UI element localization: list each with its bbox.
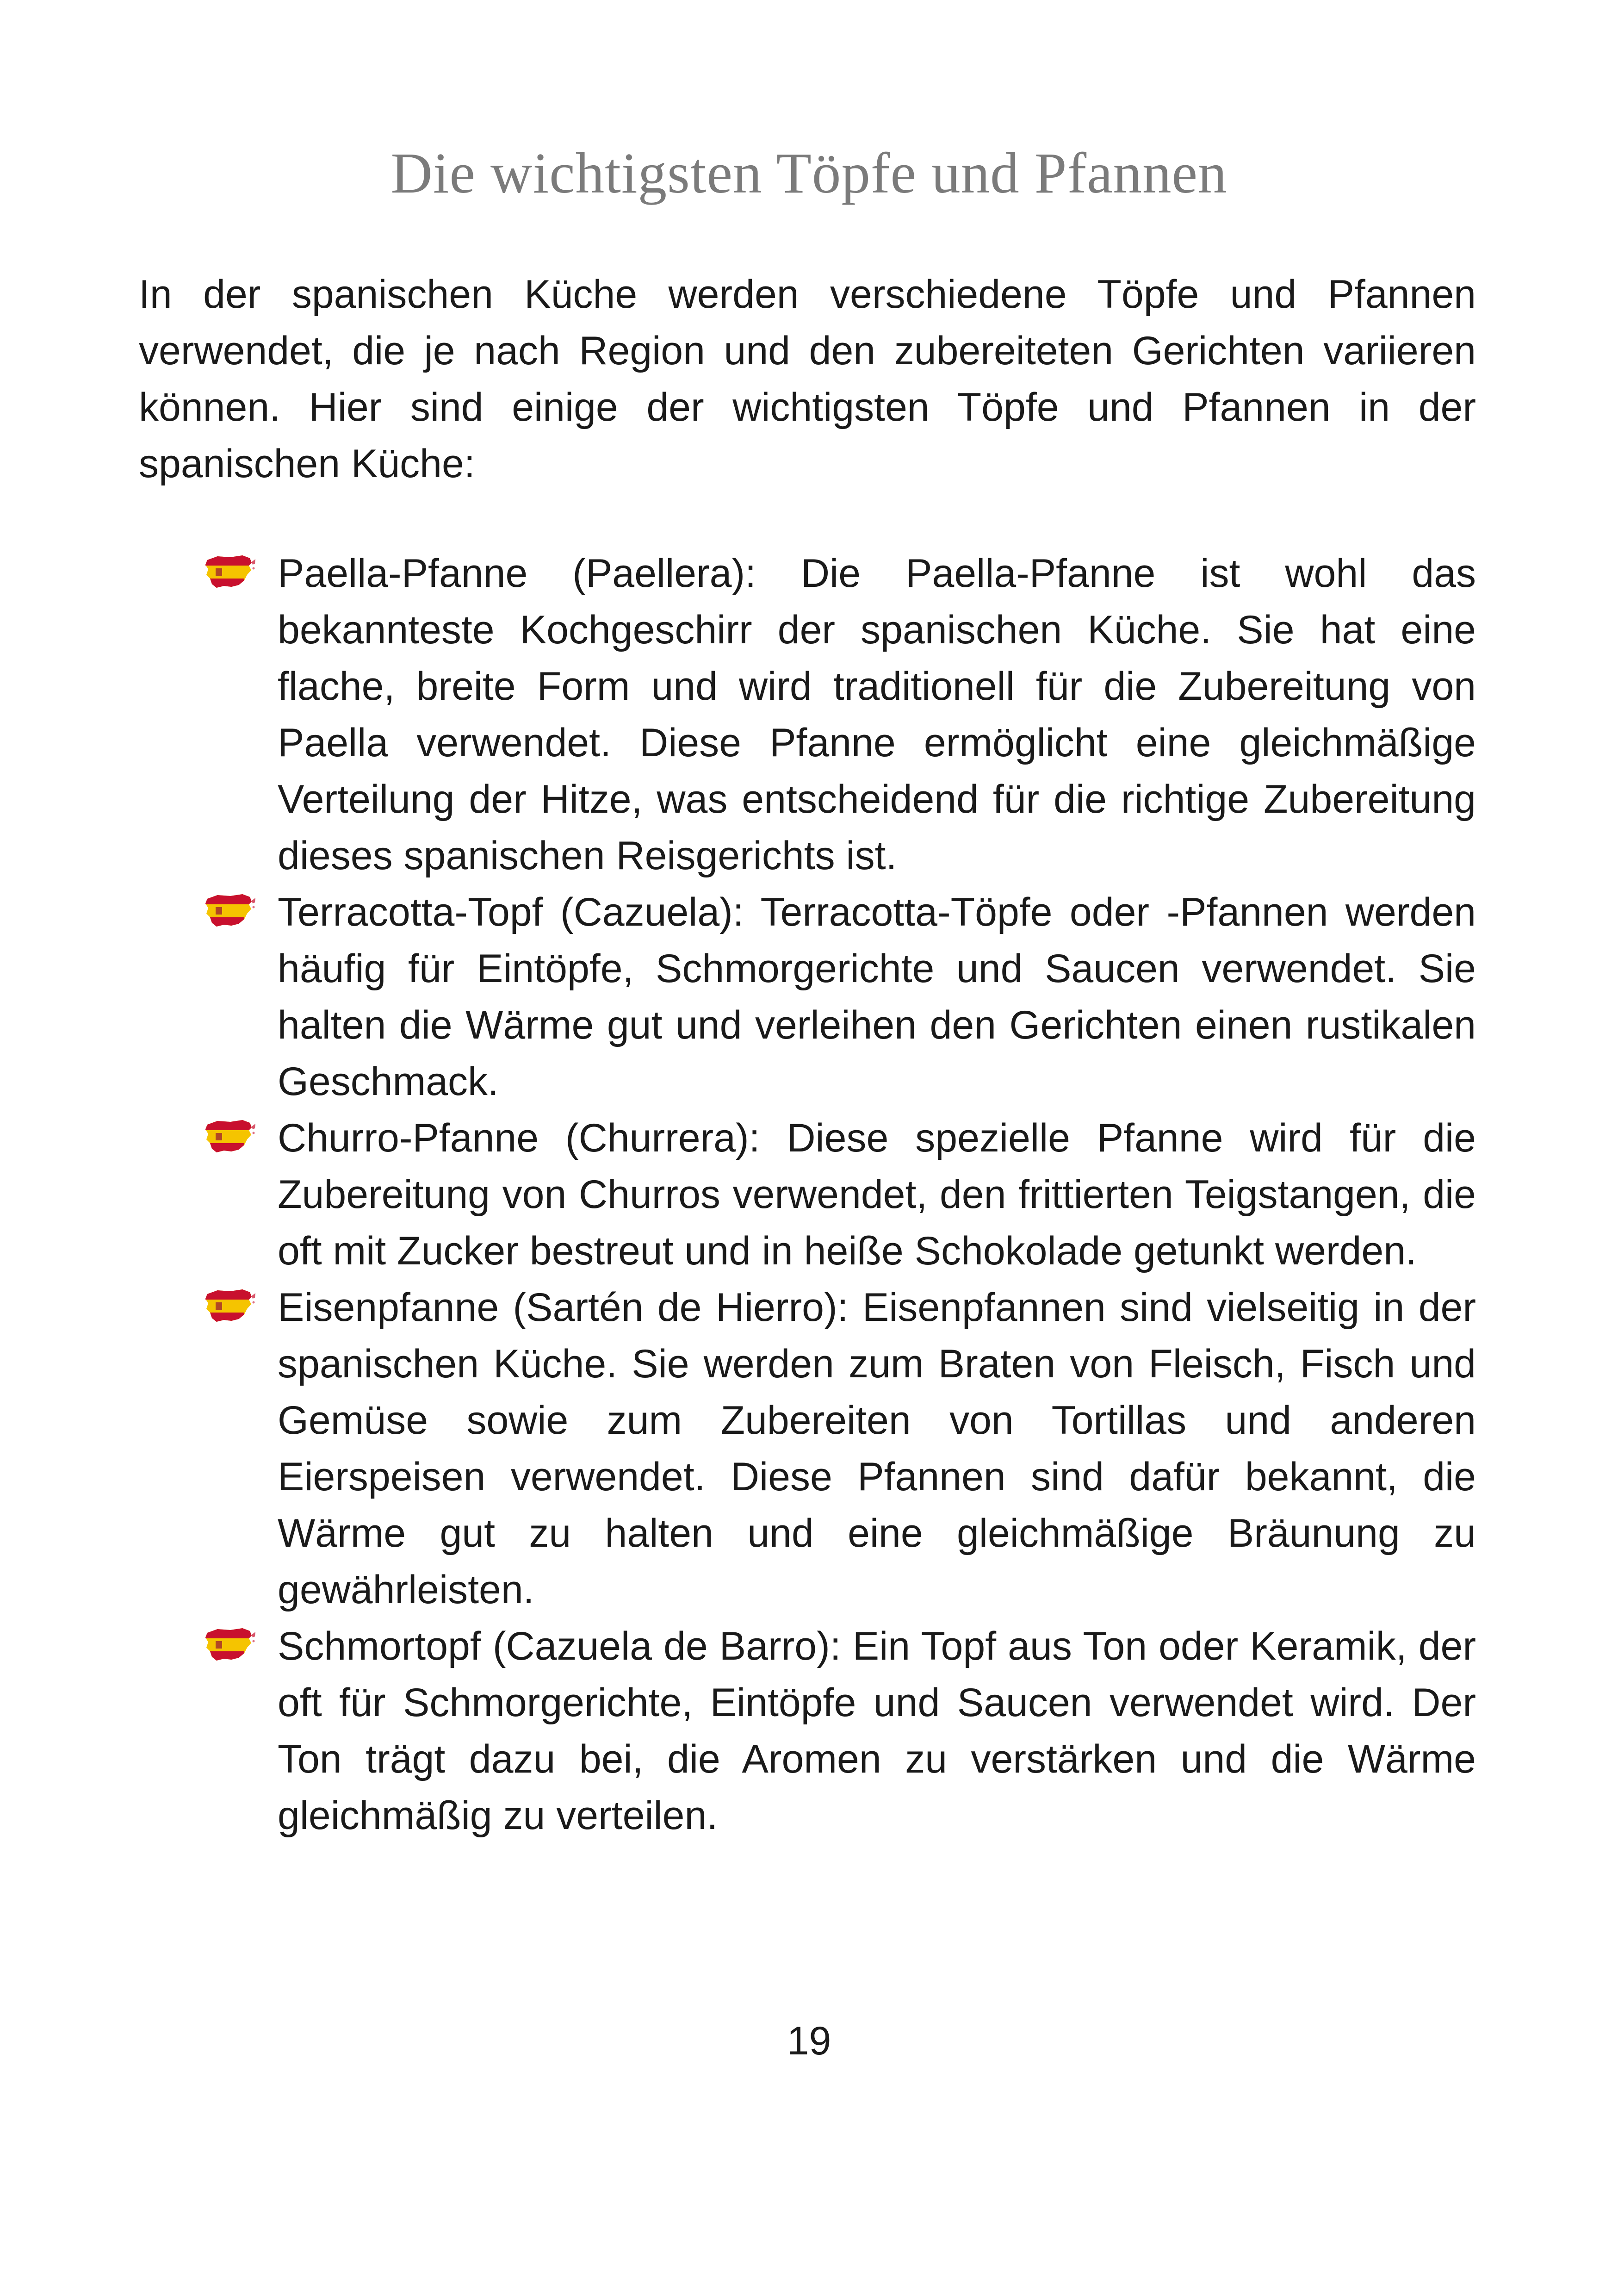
page-number: 19 — [787, 2019, 831, 2063]
list-item-text: Schmortopf (Cazuela de Barro): Ein Topf aus Ton oder Keramik, der oft für Schmorgerichte, Eintöpfe und Saucen verwendet wird. Der Ton trägt dazu bei, die Aromen zu verstärken und die Wärme gleichmäßig zu verteilen. — [278, 1624, 1476, 1838]
list-item-text: Paella-Pfanne (Paellera): Die Paella-Pfanne ist wohl das bekannteste Kochgeschirr der spanischen Küche. Sie hat eine flache, breite Form und wird traditionell für die Zubereitung von Paella verwendet. Diese Pfanne ermöglicht eine gleichmäßige Verteilung der Hitze, was entscheidend für die richtige Zubereitung dieses spanischen Reisgerichts ist. — [278, 551, 1476, 878]
spain-flag-map-icon — [204, 552, 257, 591]
list-item-text: Churro-Pfanne (Churrera): Diese spezielle Pfanne wird für die Zubereitung von Churros verwendet, den frittierten Teigstangen, die oft mit Zucker bestreut und in heiße Schokolade getunkt werden. — [278, 1116, 1476, 1273]
list-item — [204, 1279, 1476, 1618]
spain-flag-map-icon — [204, 890, 257, 930]
list-item — [204, 884, 1476, 1110]
cookware-list — [204, 545, 1476, 1844]
list-item — [204, 1110, 1476, 1279]
list-item-text: Terracotta-Topf (Cazuela): Terracotta-Töpfe oder -Pfannen werden häufig für Eintöpfe, Schmorgerichte und Saucen verwendet. Sie halten die Wärme gut und verleihen den Gerichten einen rustikalen Geschmack. — [278, 890, 1476, 1104]
spain-flag-map-icon — [204, 1286, 257, 1325]
list-item — [204, 1618, 1476, 1844]
list-item-text: Eisenpfanne (Sartén de Hierro): Eisenpfannen sind vielseitig in der spanischen Küche. Sie werden zum Braten von Fleisch, Fisch und Gemüse sowie zum Zubereiten von Tortillas und anderen Eierspeisen verwendet. Diese Pfannen sind dafür bekannt, die Wärme gut zu halten und eine gleichmäßige Bräunung zu gewährleisten. — [278, 1285, 1476, 1612]
spain-flag-map-icon — [204, 1624, 257, 1664]
list-item — [204, 545, 1476, 884]
spain-flag-map-icon — [204, 1116, 257, 1156]
intro-paragraph: In der spanischen Küche werden verschiedene Töpfe und Pfannen verwendet, die je nach Region und den zubereiteten Gerichten variieren können. Hier sind einige der wichtigsten Töpfe und Pfannen in der spanischen Küche: — [139, 272, 1476, 486]
page-title: Die wichtigsten Töpfe und Pfannen — [391, 142, 1227, 205]
